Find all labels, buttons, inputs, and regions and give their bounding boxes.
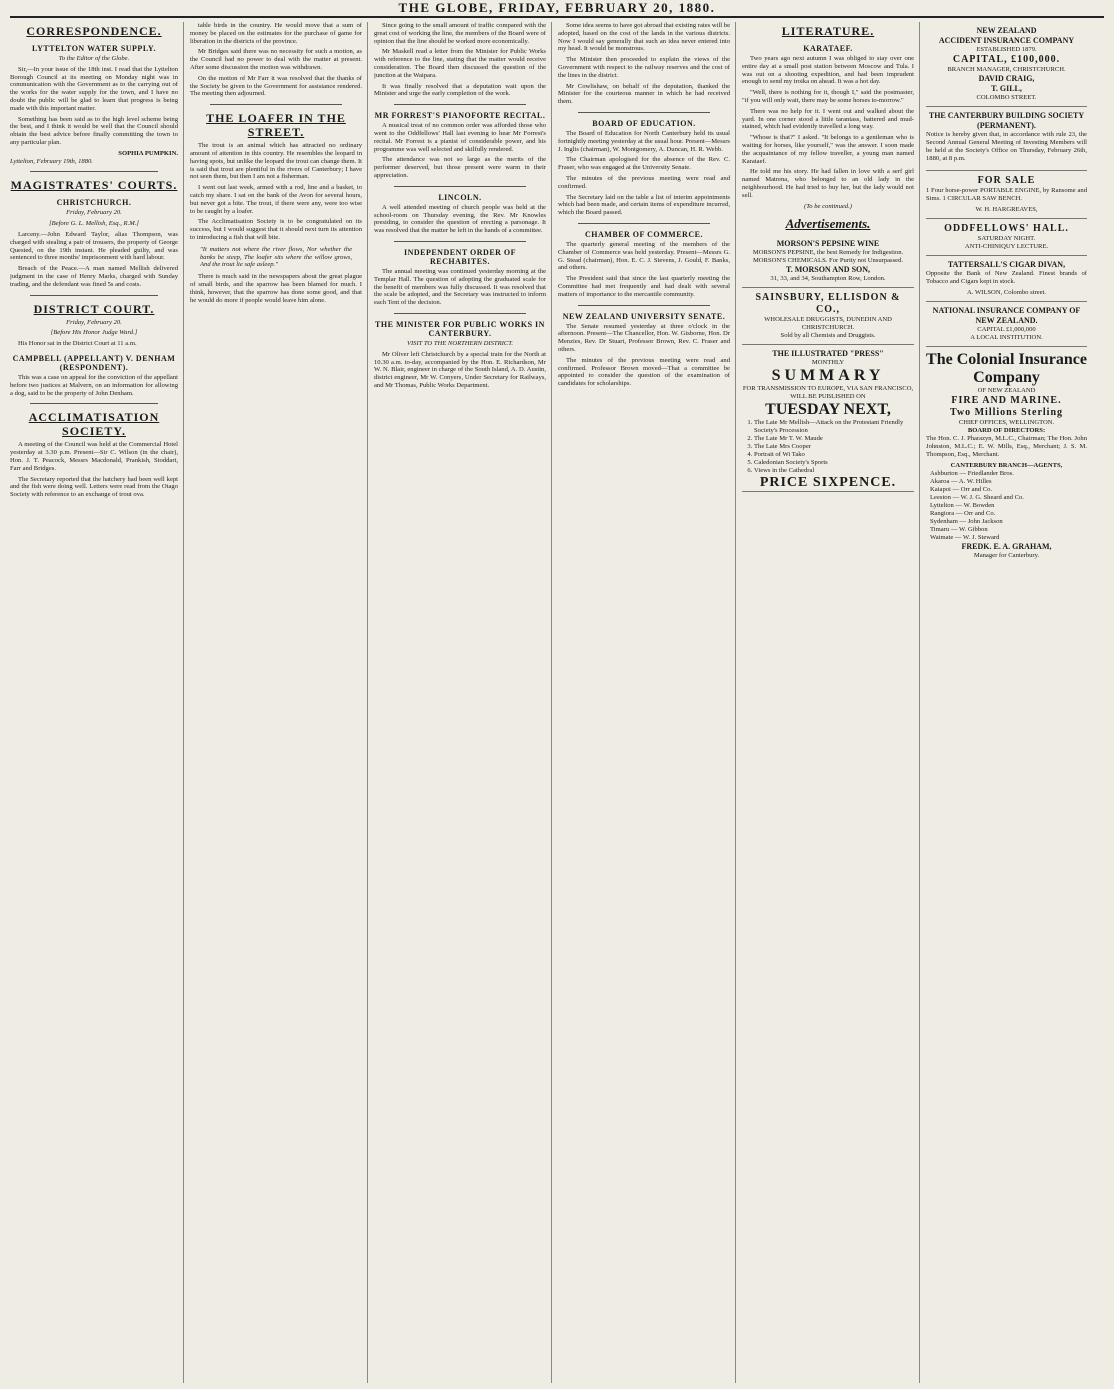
ad-colonial-board: BOARD OF DIRECTORS: xyxy=(967,427,1046,434)
col4-intro: Some idea seems to have got abroad that existing rates will be adopted, based on the cost of the lands in the various districts. Now I would say generally that such an idea never entered into my head. It would be monstrous. xyxy=(558,22,730,53)
ad-accident-title: NEW ZEALAND xyxy=(976,26,1037,35)
magistrates-body-2: Breach of the Peace.—A man named Mellish delivered judgment in the case of Henry Marks, charged with Sunday trading, and the defendant was fined 5s and costs. xyxy=(10,265,178,288)
col3-body: Mr Maskell read a letter from the Minister for Public Works with reference to the line, stating that the matter would receive consideration. The Board then discussed the question of the junction at the Waipara. xyxy=(374,48,546,79)
advertisements-heading: Advertisements. xyxy=(785,216,871,232)
divider xyxy=(30,295,158,296)
column-1 xyxy=(10,22,184,1383)
ad-colonial-title: The Colonial Insurance Company xyxy=(926,351,1087,386)
ad-accident-addr: COLOMBO STREET. xyxy=(976,94,1037,101)
ad-colonial-office: CHIEF OFFICES, WELLINGTON. xyxy=(958,419,1055,426)
col2-body: Mr Bridges said there was no necessity for such a motion, as the Council had no power to deal with the matter at present. After some discussion the motion was withdrawn. xyxy=(190,48,362,71)
district-case: CAMPBELL (APPELLANT) V. DENHAM (RESPONDENT). xyxy=(12,353,176,372)
divider xyxy=(394,104,526,105)
ad-colonial-manager: FREDK. E. A. GRAHAM, xyxy=(961,542,1052,551)
education-body-4: The Secretary laid on the table a list of interim appointments which had been made, and certain items of expenditure incurred, which the Board passed. xyxy=(558,193,730,217)
letter-signature: SOPHIA PUMPKIN. xyxy=(118,149,178,157)
ad-oddfellows-title: ODDFELLOWS' HALL. xyxy=(944,223,1069,234)
agent-item: Leeston — W. J. G. Sheard and Co. xyxy=(930,494,1024,501)
agent-item: Rangiora — Orr and Co. xyxy=(930,510,996,517)
ad-illustrated-press xyxy=(742,345,914,492)
education-body-3: The minutes of the previous meeting were read and confirmed. xyxy=(558,174,730,190)
col3-body-2: It was finally resolved that a deputation wait upon the Minister and urge the early completion of the work. xyxy=(374,82,546,98)
district-case-body: This was a case on appeal for the conviction of the appellant before two justices at Malvern, on an information for allowing a dog, said to be the property of John Denham. xyxy=(10,373,178,397)
col2-intro: table birds in the country. He would move that a sum of money be placed on the estimates for the purchase of game for liberation in the districts of the province. xyxy=(190,22,362,45)
column-3 xyxy=(374,22,552,1383)
divider xyxy=(394,186,526,187)
ad-colonial-kind: FIRE AND MARINE. xyxy=(951,395,1062,406)
ad-national-local: A LOCAL INSTITUTION. xyxy=(970,334,1043,341)
loafer-heading: THE LOAFER IN THE STREET. xyxy=(206,111,346,140)
ad-press-monthly: MONTHLY xyxy=(811,359,845,367)
senate-heading: NEW ZEALAND UNIVERSITY SENATE. xyxy=(562,311,726,321)
story-body: Two years ago next autumn I was obliged to stay over one entire day at a small post station between Moscow and Tula. I was out on a shooting expedition, and had been imprudent enough to send my troika on ahead. It was a hot day. xyxy=(742,55,914,86)
ad-colonial-branch: CANTERBURY BRANCH—AGENTS, xyxy=(950,462,1063,469)
ad-accident-est: ESTABLISHED 1879. xyxy=(976,46,1037,53)
ad-sainsbury-body: Sold by all Chemists and Druggists. xyxy=(780,332,876,340)
ad-press-body: FOR TRANSMISSION TO EUROPE, VIA SAN FRANCISCO, WILL BE PUBLISHED ON xyxy=(742,385,914,401)
commerce-heading: CHAMBER OF COMMERCE. xyxy=(585,229,703,239)
forrest-body: A musical treat of no common order was afforded those who went to the Oddfellows' Hall last evening to hear Mr Forrest's recital. Mr Forrest is a pianist of considerable power, and his programme was well selected and skilfully rendered. xyxy=(374,122,546,153)
loafer-body-2: I went out last week, armed with a rod, line and a basket, to catch my share. I sat on the bank of the Avon for several hours, but never got a bite. The trout, if there were any, were too wise to be caught by a loafer. xyxy=(190,184,362,215)
district-heading: DISTRICT COURT. xyxy=(33,301,155,316)
senate-body: The Senate resumed yesterday at three o'clock in the afternoon. Present—The Chancellor, Hon. W. Gisborne, Hon. Dr Menzies, Rev. Dr Stuart, Professor Brown, Rev. C. Fraser and others. xyxy=(558,322,730,353)
loafer-verse: "It matters not where the river flows, Nor whether the banks be steep, The loafer sits where the willow grows, And the trout lie safe asleep." xyxy=(200,245,352,269)
agent-item: Waimate — W. J. Steward xyxy=(930,534,1000,541)
column-5 xyxy=(742,22,920,1383)
letter-title: LYTTELTON WATER SUPPLY. xyxy=(32,44,156,53)
divider xyxy=(578,305,710,306)
divider xyxy=(394,241,526,242)
agent-item: Akaroa — A. W. Hilles xyxy=(930,478,992,485)
divider xyxy=(578,112,710,113)
minister-sub: VISIT TO THE NORTHERN DISTRICT. xyxy=(406,339,514,347)
ad-accident-name: ACCIDENT INSURANCE COMPANY xyxy=(938,36,1075,45)
letter-to: To the Editor of the Globe. xyxy=(58,55,130,62)
ad-tattersall-body: Opposite the Bank of New Zealand. Finest brands of Tobacco and Cigars kept in stock. xyxy=(926,270,1087,285)
ad-sainsbury-sub: WHOLESALE DRUGGISTS, DUNEDIN AND CHRISTCHURCH. xyxy=(764,316,892,332)
ad-press-day: TUESDAY NEXT, xyxy=(765,401,891,419)
contents-item: 5. Caledonian Society's Sports xyxy=(754,459,914,467)
letter-body: Sir,—In your issue of the 18th inst. I read that the Lyttelton Borough Council at its meeting on Monday night was in communication with the Government as to the carrying out of the works for the water supply for the town, and I have no doubt the public will be glad to learn that progress is being made with this important matter. xyxy=(10,65,178,112)
ad-sainsbury-title: SAINSBURY, ELLISDON & CO., xyxy=(755,292,901,316)
magistrates-body: Larceny.—John Edward Taylor, alias Thompson, was charged with stealing a pair of trousers, the property of George Quested, on the 19th instant. He pleaded guilty, and was sentenced to three months' imprisonment with hard labour. xyxy=(10,230,178,262)
col2-body-2: On the motion of Mr Farr it was resolved that the thanks of the Society be given to the Government for assistance rendered. The meeting then adjourned. xyxy=(190,74,362,98)
district-date: Friday, February 20. xyxy=(66,318,122,326)
story-body-5: He told me his story. He had fallen in love with a serf girl named Matrena, who belonged to an old lady in the neighbourhood. He had tried to buy her, but the lady would not sell. xyxy=(742,168,914,199)
ad-morson xyxy=(742,235,914,288)
ad-press-summary: SUMMARY xyxy=(771,367,885,385)
ad-press-contents xyxy=(742,419,914,475)
contents-item: 2. The Late Mr T. W. Maude xyxy=(754,435,914,443)
ad-national-insurance xyxy=(926,302,1087,347)
ad-sale-agent: W. H. HARGREAVES, xyxy=(975,206,1038,213)
education-body: The Board of Education for North Canterbury held its usual fortnightly meeting yesterday at the usual hour. Present—Messrs J. Inglis (chairman), W. Montgomery, A. Duncan, H. R. Webb. xyxy=(558,129,730,153)
ad-accident-manager: DAVID CRAIG, xyxy=(978,74,1035,83)
col3-intro: Since going to the small amount of traffic compared with the great cost of working the line, the members of the Board were of opinion that the line should be worked more economically. xyxy=(374,22,546,45)
ad-sainsbury xyxy=(742,288,914,345)
district-bench: [Before His Honor Judge Ward.] xyxy=(50,329,138,337)
rechabites-heading: INDEPENDENT ORDER OF RECHABITES. xyxy=(403,247,517,266)
ad-building-body: Notice is hereby given that, in accordance with rule 23, the Second Annual General Meeting of Investing Members will be held at the Society's Office on Thursday, February 26th, 1880, at 8 p.m. xyxy=(926,131,1087,162)
ad-colonial-capital: Two Millions Sterling xyxy=(949,407,1064,418)
ad-press-price: PRICE SIXPENCE. xyxy=(759,475,897,491)
ad-morson-body: MORSON'S PEPSINE, the best Remedy for Indigestion. MORSON'S CHEMICALS. For Purity not Unsurpassed. xyxy=(752,249,904,265)
letter-body-2: Something has been said as to the high level scheme being the best, and I think it would be well that the Council should obtain the best advice before finally committing the town to any particular plan. xyxy=(10,115,178,146)
education-heading: BOARD OF EDUCATION. xyxy=(592,118,696,128)
loafer-body: The trout is an animal which has attracted no ordinary amount of attention in this country. He resembles the leopard in having spots, but unlike the leopard the trout can change them. It is said that trout are plentiful in the rivers of Canterbury; I have not seen them, but then I am not a fisherman. xyxy=(190,142,362,181)
ad-colonial-sub: OF NEW ZEALAND xyxy=(977,387,1036,394)
ad-oddfellows-lecture: ANTI-CHINIQUY LECTURE. xyxy=(964,243,1049,250)
story-title: KARATAEF. xyxy=(803,44,853,53)
ad-national-title: NATIONAL INSURANCE COMPANY OF NEW ZEALAND. xyxy=(932,306,1081,325)
ad-colonial-agents xyxy=(926,470,1087,542)
agent-item: Kaiapoi — Orr and Co. xyxy=(930,486,993,493)
columns xyxy=(10,22,1104,1383)
contents-item: 3. The Late Mrs Cooper xyxy=(754,443,914,451)
acclimatisation-heading: ACCLIMATISATION SOCIETY. xyxy=(28,410,160,439)
contents-item: 4. Portrait of Wi Tako xyxy=(754,451,914,459)
agent-item: Lyttelton — W. Bowden xyxy=(930,502,995,509)
divider xyxy=(30,171,158,172)
ad-oddfellows-night: SATURDAY NIGHT. xyxy=(977,235,1036,242)
column-2 xyxy=(190,22,368,1383)
ad-oddfellows xyxy=(926,219,1087,256)
ad-tattersall-agent: A. WILSON, Colombo street. xyxy=(967,289,1046,296)
ad-sale-body: 1 Four horse-power PORTABLE ENGINE, by Ransome and Sims. 1 CIRCULAR SAW BENCH. xyxy=(926,187,1087,202)
story-body-2: "Well, there is nothing for it, though I," said the postmaster, "if you will only wait, there may be some horses to-morrow." xyxy=(742,89,914,104)
acclimatisation-body-2: The Secretary reported that the hatchery had been well kept and the fish were doing well. Letters were read from the Otago Society with reference to an exchange of trout ova. xyxy=(10,475,178,499)
contents-item: 1. The Late Mr Mellish—Attack on the Protestant Friendly Society's Procession xyxy=(754,419,914,435)
ad-colonial-insurance xyxy=(926,347,1087,564)
agent-item: Ashburton — Friedlander Bros. xyxy=(930,470,1014,477)
ad-colonial-manager-title: Manager for Canterbury. xyxy=(973,552,1040,559)
education-body-2: The Chairman apologised for the absence of the Rev. C. Fraser, who was engaged at the University Senate. xyxy=(558,156,730,172)
agent-item: Sydenham — John Jackson xyxy=(930,518,1003,525)
lincoln-body: A well attended meeting of church people was held at the school-room on Thursday evening, the Rev. Mr Knowles presiding, to consider the question of erecting a parsonage. It was resolved that the matter be left in the hands of a committee. xyxy=(374,203,546,235)
commerce-body-2: The President said that since the last quarterly meeting the Committee had met frequently and had dealt with several matters of importance to the mercantile community. xyxy=(558,275,730,298)
ad-building-title: THE CANTERBURY BUILDING SOCIETY (PERMANENT). xyxy=(928,111,1085,130)
ad-morson-title: MORSON'S PEPSINE WINE xyxy=(776,239,880,249)
commerce-body: The quarterly general meeting of the members of the Chamber of Commerce was held yesterday. Present—Messrs G. G. Stead (chairman), Hon. E. C. J. Stevens, J. Gould, F. Banks, and others. xyxy=(558,240,730,272)
acclimatisation-body: A meeting of the Council was held at the Commercial Hotel yesterday at 3.30 p.m. Present—Sir C. Wilson (in the chair), Hon. J. T. Peacock, Messrs Macdonald, Prankish, Stoddart, Farr and Bridges. xyxy=(10,441,178,472)
divider xyxy=(30,403,158,404)
ad-national-capital: CAPITAL £1,000,000 xyxy=(977,326,1036,333)
magistrates-bench: [Before G. L. Mellish, Esq., R.M.] xyxy=(49,220,139,228)
ad-press-title: THE ILLUSTRATED "PRESS" xyxy=(772,349,884,359)
forrest-body-2: The attendance was not so large as the merits of the performer deserved, but those present were warm in their appreciation. xyxy=(374,156,546,179)
story-body-3: There was no help for it. I went out and walked about the yard. In one corner stood a little tarantass, battered and mud-stained, which had evidently travelled a long way. xyxy=(742,107,914,131)
literature-heading: LITERATURE. xyxy=(781,24,875,38)
magistrates-heading: MAGISTRATES' COURTS. xyxy=(10,178,178,193)
masthead: THE GLOBE, FRIDAY, FEBRUARY 20, 1880. xyxy=(10,0,1104,18)
ad-accident-office: BRANCH MANAGER, CHRISTCHURCH. xyxy=(947,66,1066,73)
lincoln-heading: LINCOLN. xyxy=(438,192,482,202)
contents-item: 6. Views in the Cathedral xyxy=(754,467,914,475)
district-body: His Honor sat in the District Court at 11 a.m. xyxy=(18,340,137,348)
magistrates-place: CHRISTCHURCH. xyxy=(56,198,132,208)
col4-body: The Minister then proceeded to explain the views of the Government with respect to the railway reserves and the cost of the lines in the district. xyxy=(558,56,730,79)
forrest-heading: MR FORREST'S PIANOFORTE RECITAL. xyxy=(374,111,546,121)
ad-morson-maker: T. MORSON AND SON, xyxy=(785,265,871,275)
correspondence-heading: CORRESPONDENCE. xyxy=(26,24,162,38)
minister-heading: THE MINISTER FOR PUBLIC WORKS IN CANTERBURY. xyxy=(375,319,545,338)
ad-morson-addr: 31, 33, and 34, Southampton Row, London. xyxy=(770,275,886,283)
ad-tattersall-title: TATTERSALL'S CIGAR DIVAN, xyxy=(947,260,1066,269)
ad-accident-capital: CAPITAL, £100,000. xyxy=(952,54,1061,65)
story-body-4: "Whose is that?" I asked. "It belongs to a gentleman who is waiting for horses, like yourself," was the answer. I soon made the acquaintance of my fellow traveller, a young man named Karataef. xyxy=(742,134,914,165)
ad-sale-title: FOR SALE xyxy=(977,175,1036,186)
loafer-body-4: There is much said in the newspapers about the great plague of small birds, and the sparrow has been blamed for much. I think, however, that the sparrow has done some good, and that he would do more if people would leave him alone. xyxy=(190,273,362,304)
senate-body-2: The minutes of the previous meeting were read and confirmed. Professor Brown moved—That a committee be appointed to consider the question of the examination of candidates for scholarships. xyxy=(558,356,730,388)
divider xyxy=(578,223,710,224)
ad-accident-agent: T. GILL, xyxy=(991,84,1022,93)
ad-building-society xyxy=(926,107,1087,171)
minister-body: Mr Oliver left Christchurch by a special train for the North at 10.30 a.m. to-day, accompanied by the Hon. E. Richardson, Mr W. N. Blair, engineer in charge of the South Island, A. D. Austin, district engineer, Mr W. Conyers, Under Secretary for Railways, and Mr Thomas, Public Works Department. xyxy=(374,350,546,389)
ad-tattersall xyxy=(926,256,1087,302)
ad-for-sale xyxy=(926,171,1087,219)
loafer-body-3: The Acclimatisation Society is to be congratulated on its success, but I would suggest that it should next turn its attention to introducing a fish that will bite. xyxy=(190,218,362,241)
divider xyxy=(394,313,526,314)
rechabites-body: The annual meeting was continued yesterday morning at the Templar Hall. The question of adopting the graduated scale for the benefit of members was fully discussed. It was resolved that the scale be adopted, and the Secretary was instructed to inform each Tent of the decision. xyxy=(374,267,546,307)
story-continued: (To be continued.) xyxy=(804,202,852,210)
divider xyxy=(210,104,342,105)
letter-place: Lyttelton, February 19th, 1880. xyxy=(10,157,93,165)
ad-colonial-directors: The Hon. C. J. Pharazyn, M.L.C., Chairman; The Hon. John Johnston, M.L.C.; E. W. Mills, Esq., Merchant; J. S. M. Thompson, Esq., Merchant. xyxy=(926,435,1087,458)
agent-item: Timaru — W. Gibbon xyxy=(930,526,988,533)
column-6 xyxy=(926,22,1092,1383)
ad-accident-insurance xyxy=(926,22,1087,107)
col4-body-2: Mr Cowlishaw, on behalf of the deputation, thanked the Minister for the courteous manner in which he had received them. xyxy=(558,82,730,106)
column-4 xyxy=(558,22,736,1383)
magistrates-date: Friday, February 20. xyxy=(66,209,122,217)
